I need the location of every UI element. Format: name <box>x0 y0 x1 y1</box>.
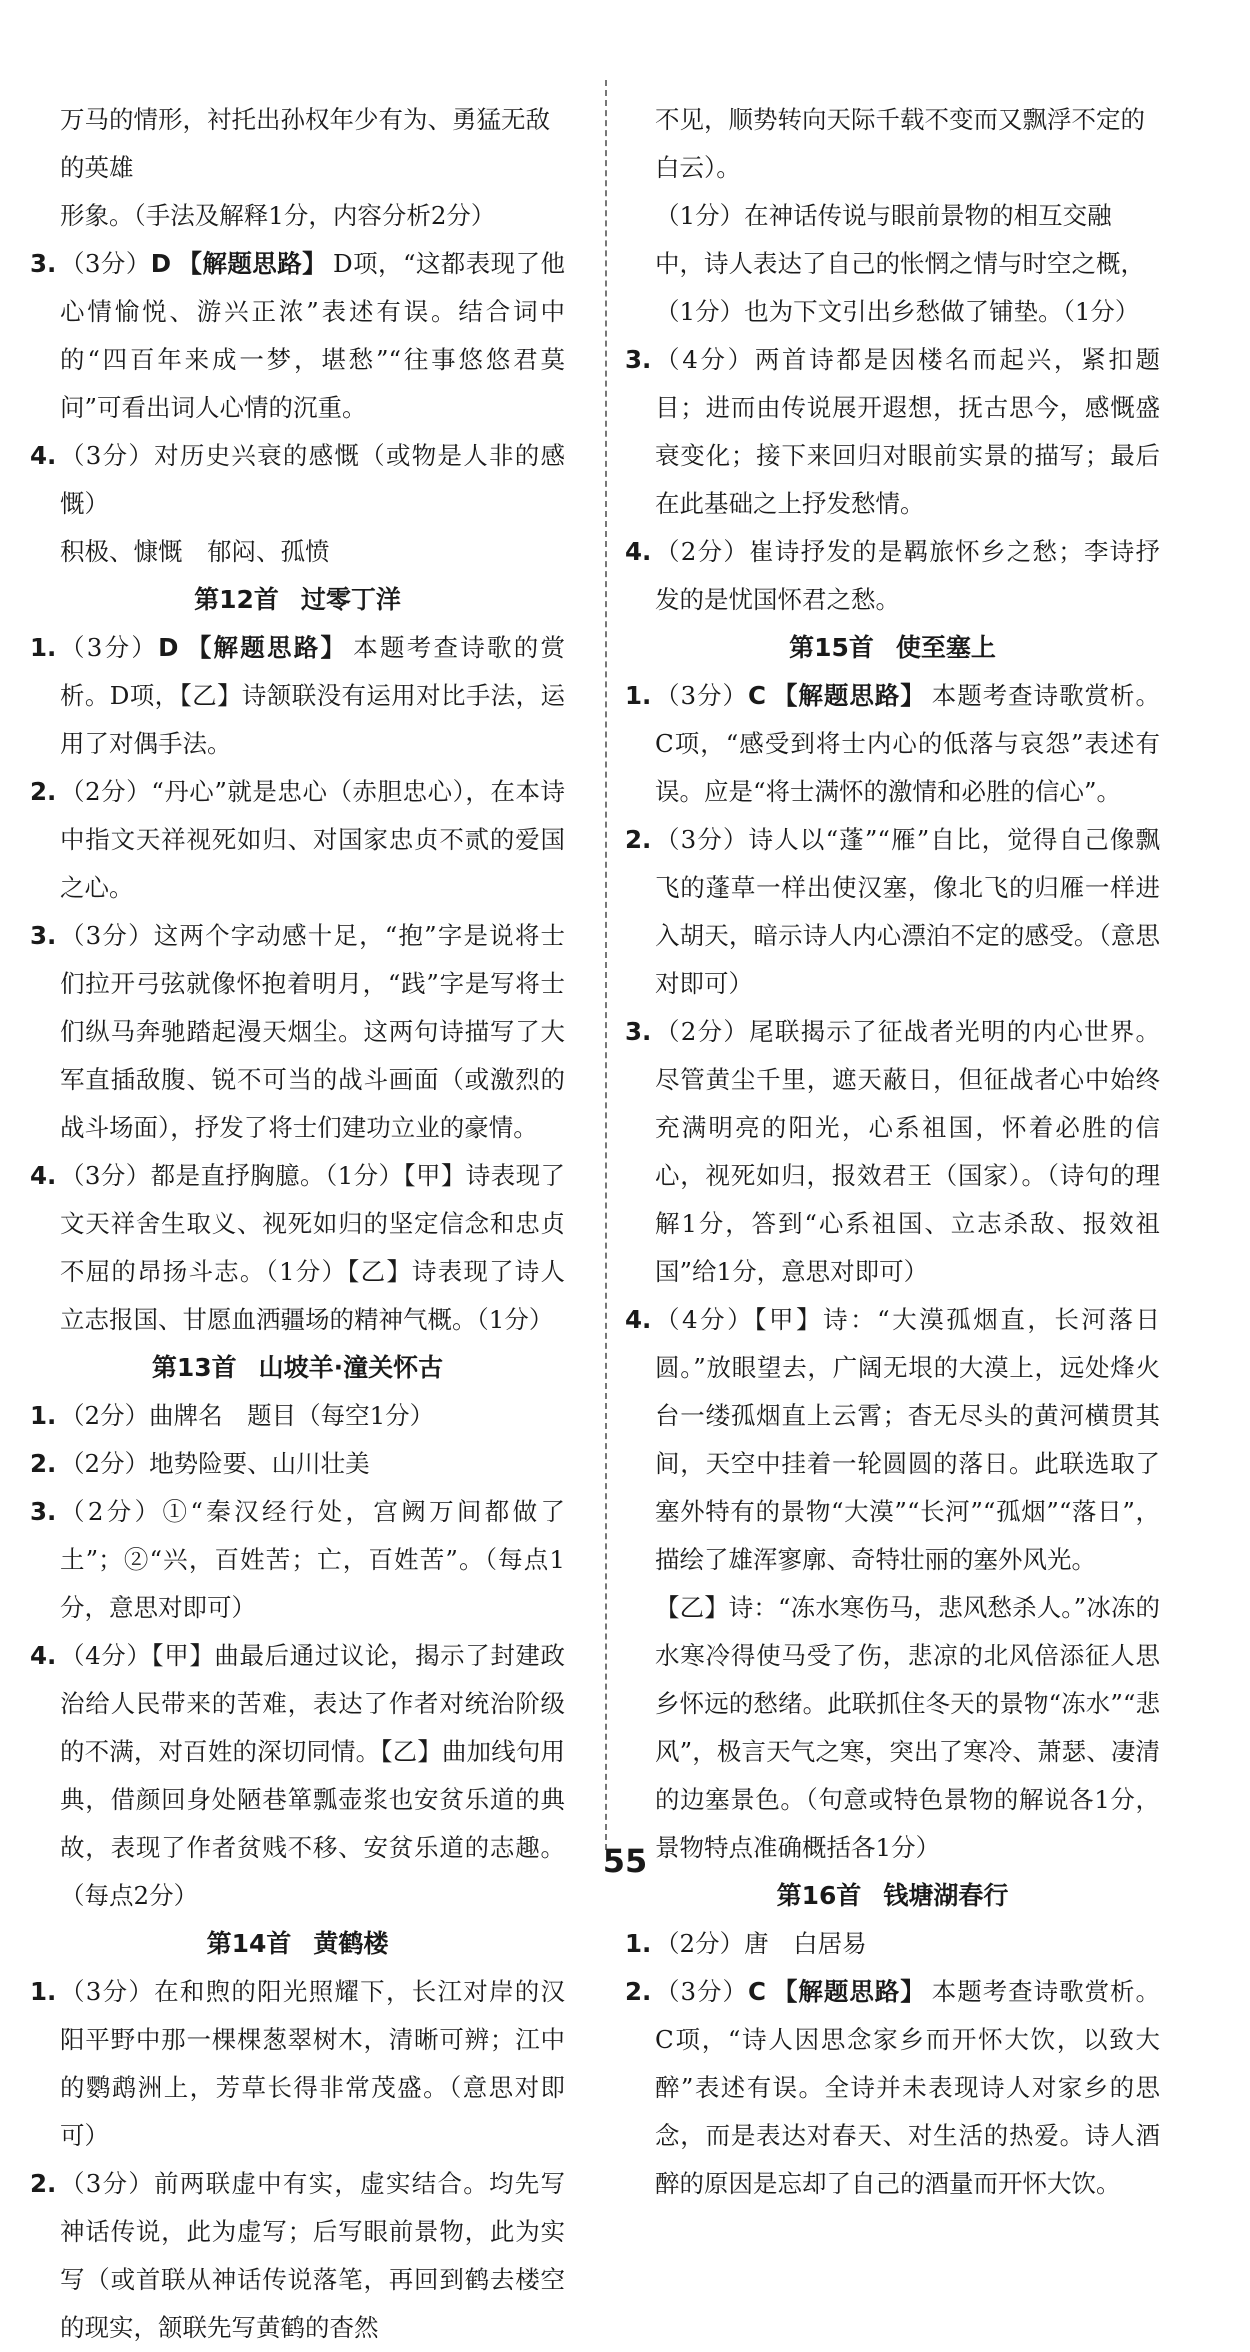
item-text: （4分）【甲】诗：“大漠孤烟直，长河落日圆。”放眼望去，广阔无垠的大漠上，远处烽火台一缕孤烟直上云霄；杳无尽头的黄河横贯其间，天空中挂着一轮圆圆的落日。此联选取了塞外特有的景物“大漠”“长河”“孤烟”“落日”，描绘了雄浑寥廓、奇特壮丽的塞外风光。 <box>655 1305 1160 1574</box>
section-number: 第12首 <box>194 585 279 614</box>
item-text: （4分）两首诗都是因楼名而起兴，紧扣题目；进而由传说展开遐想，抚古思今，感慨盛衰变化；接下来回归对眼前实景的描写；最后在此基础之上抒发愁情。 <box>655 345 1160 518</box>
item-text: 本题考查诗歌赏析。C项，“感受到将士内心的低落与哀怨”表述有误。应是“将士满怀的激情和必胜的信心”。 <box>655 681 1161 806</box>
answer-item <box>625 672 1160 816</box>
answer-item <box>625 336 1160 528</box>
solution-tag: 【解题思路】 <box>771 681 926 710</box>
section-number: 第14首 <box>206 1929 292 1958</box>
answer-item <box>30 768 565 912</box>
item-number: 1. <box>30 1977 57 2006</box>
item-number: 4. <box>30 1161 57 1190</box>
item-number: 2. <box>30 2169 57 2198</box>
score: （3分） <box>655 681 748 710</box>
section-title-12 <box>30 576 565 624</box>
section-name: 使至塞上 <box>895 633 996 662</box>
item-text: （2分）唐 白居易 <box>655 1929 867 1958</box>
section-name: 黄鹤楼 <box>313 1929 389 1958</box>
text-line: 万马的情形，衬托出孙权年少有为、勇猛无敌的英雄 <box>60 105 550 182</box>
item-text: （2分）地势险要、山川壮美 <box>60 1449 370 1478</box>
score: （3分） <box>655 1977 748 2006</box>
item-text: （3分）诗人以“蓬”“雁”自比，觉得自己像飘飞的蓬草一样出使汉塞，像北飞的归雁一样进入胡天，暗示诗人内心漂泊不定的感受。（意思对即可） <box>655 825 1160 998</box>
answer-item <box>30 1968 565 2160</box>
item-number: 3. <box>30 921 57 950</box>
answer-item <box>30 1488 565 1632</box>
item-text: （3分）都是直抒胸臆。（1分）【甲】诗表现了文天祥舍生取义、视死如归的坚定信念和忠贞不屈的昂扬斗志。（1分）【乙】诗表现了诗人立志报国、甘愿血洒疆场的精神气概。（1分） <box>60 1161 565 1334</box>
answer-item <box>625 816 1160 1008</box>
answer-item <box>30 1392 565 1440</box>
item-text: （2分）“丹心”就是忠心（赤胆忠心），在本诗中指文天祥视死如归、对国家忠贞不贰的爱国之心。 <box>60 777 565 902</box>
item-text: 本题考查诗歌赏析。C项，“诗人因思念家乡而开怀大饮，以致大醉”表述有误。全诗并未表现诗人对家乡的思念，而是表达对春天、对生活的热爱。诗人酒醉的原因是忘却了自己的酒量而开怀大饮。 <box>655 1977 1161 2198</box>
item-text: （3分）对历史兴衰的感慨（或物是人非的感慨） <box>60 441 565 518</box>
item-number: 2. <box>625 1977 652 2006</box>
answer-item <box>30 2160 565 2352</box>
item-text: （3分）在和煦的阳光照耀下，长江对岸的汉阳平野中那一棵棵葱翠树木，清晰可辨；江中的鹦鹉洲上，芳草长得非常茂盛。（意思对即可） <box>60 1977 565 2150</box>
solution-tag: 【解题思路】 <box>771 1977 926 2006</box>
answer-item <box>625 1296 1160 1584</box>
continued-text <box>625 96 1160 336</box>
right-column <box>625 96 1160 2208</box>
section-name: 钱塘湖春行 <box>883 1881 1009 1910</box>
left-column <box>30 96 565 2352</box>
section-title-14 <box>30 1920 565 1968</box>
answer-item <box>30 432 565 528</box>
answer-letter: C <box>747 1977 766 2006</box>
text-line: 不见，顺势转向天际千载不变而又飘浮不定的白云）。 <box>655 105 1145 182</box>
answer-item <box>625 528 1160 624</box>
section-name: 山坡羊·潼关怀古 <box>258 1353 444 1382</box>
item-text-line: 积极、慷慨 郁闷、孤愤 <box>60 537 330 566</box>
solution-tag: 【解题思路】 <box>177 249 328 278</box>
item-number: 1. <box>625 1929 652 1958</box>
item-number: 4. <box>30 1641 57 1670</box>
item-number: 3. <box>625 345 652 374</box>
section-number: 第16首 <box>776 1881 862 1910</box>
answer-item <box>30 1152 565 1344</box>
item-text: （2分）尾联揭示了征战者光明的内心世界。尽管黄尘千里，遮天蔽日，但征战者心中始终充满明亮的阳光，心系祖国，怀着必胜的信心，视死如归，报效君王（国家）。（诗句的理解1分，答到“心系祖国、立志杀敌、报效祖国”给1分，意思对即可） <box>655 1017 1160 1286</box>
section-title-13 <box>30 1344 565 1392</box>
item-text: （3分）这两个字动感十足，“抱”字是说将士们拉开弓弦就像怀抱着明月，“践”字是写将士们纵马奔驰踏起漫天烟尘。这两句诗描写了大军直插敌腹、锐不可当的战斗画面（或激烈的战斗场面），抒发了将士们建功立业的豪情。 <box>60 921 565 1142</box>
solution-tag: 【解题思路】 <box>184 633 348 662</box>
text-line: 形象。（手法及解释1分，内容分析2分） <box>60 201 496 230</box>
item-number: 3. <box>30 1497 57 1526</box>
item-number: 4. <box>625 537 652 566</box>
item-text: （2分）崔诗抒发的是羁旅怀乡之愁；李诗抒发的是忧国怀君之愁。 <box>655 537 1160 614</box>
score: （3分） <box>60 249 151 278</box>
answer-item <box>30 240 565 432</box>
answer-item <box>625 1920 1160 1968</box>
item-text: （2分）①“秦汉经行处，宫阙万间都做了土”；②“兴，百姓苦；亡，百姓苦”。（每点1分，意思对即可） <box>60 1497 565 1622</box>
score: （3分） <box>60 633 159 662</box>
item-text: D项，“这都表现了他心情愉悦、游兴正浓”表述有误。结合词中的“四百年来成一梦，堪愁”“往事悠悠君莫问”可看出词人心情的沉重。 <box>60 249 565 422</box>
item-text: （3分）前两联虚中有实，虚实结合。均先写神话传说，此为虚写；后写眼前景物，此为实写（或首联从神话传说落笔，再回到鹤去楼空的现实，颔联先写黄鹤的杳然 <box>60 2169 565 2342</box>
item-number: 4. <box>625 1305 652 1334</box>
item-text-continued: 【乙】诗：“冻水寒伤马，悲风愁杀人。”冰冻的水寒冷得使马受了伤，悲凉的北风倍添征人思乡怀远的愁绪。此联抓住冬天的景物“冻水”“悲风”，极言天气之寒，突出了寒冷、萧瑟、凄清的边塞景色。（句意或特色景物的解说各1分，景物特点准确概括各1分） <box>655 1593 1160 1862</box>
section-name: 过零丁洋 <box>300 585 401 614</box>
answer-item <box>30 1440 565 1488</box>
item-number: 2. <box>30 777 57 806</box>
item-text: （4分）【甲】曲最后通过议论，揭示了封建政治给人民带来的苦难，表达了作者对统治阶级的不满，对百姓的深切同情。【乙】曲加线句用典，借颜回身处陋巷箪瓢壶浆也安贫乐道的典故，表现了作者贫贱不移、安贫乐道的志趣。（每点2分） <box>60 1641 565 1910</box>
item-number: 1. <box>30 1401 57 1430</box>
section-title-15 <box>625 624 1160 672</box>
item-text: （2分）曲牌名 题目（每空1分） <box>60 1401 435 1430</box>
item-number: 4. <box>30 441 57 470</box>
answer-item <box>30 912 565 1152</box>
column-divider <box>605 80 607 1850</box>
page-number: 55 <box>602 1842 648 1880</box>
item-number: 3. <box>30 249 57 278</box>
answer-item <box>625 1968 1160 2208</box>
item-number: 2. <box>30 1449 57 1478</box>
answer-letter: D <box>158 633 179 662</box>
item-number: 3. <box>625 1017 652 1046</box>
continued-text <box>30 96 565 240</box>
item-number: 1. <box>30 633 57 662</box>
answer-letter: D <box>150 249 172 278</box>
answer-item <box>625 1008 1160 1296</box>
text-line: （1分）在神话传说与眼前景物的相互交融中，诗人表达了自己的怅惘之情与时空之概，（1分）也为下文引出乡愁做了铺垫。（1分） <box>655 201 1145 326</box>
answer-letter: C <box>747 681 766 710</box>
item-number: 1. <box>625 681 652 710</box>
answer-item <box>30 624 565 768</box>
section-number: 第13首 <box>151 1353 237 1382</box>
item-number: 2. <box>625 825 652 854</box>
item-text: 本题考查诗歌的赏析。D项，【乙】诗颔联没有运用对比手法，运用了对偶手法。 <box>60 633 566 758</box>
section-number: 第15首 <box>789 633 874 662</box>
